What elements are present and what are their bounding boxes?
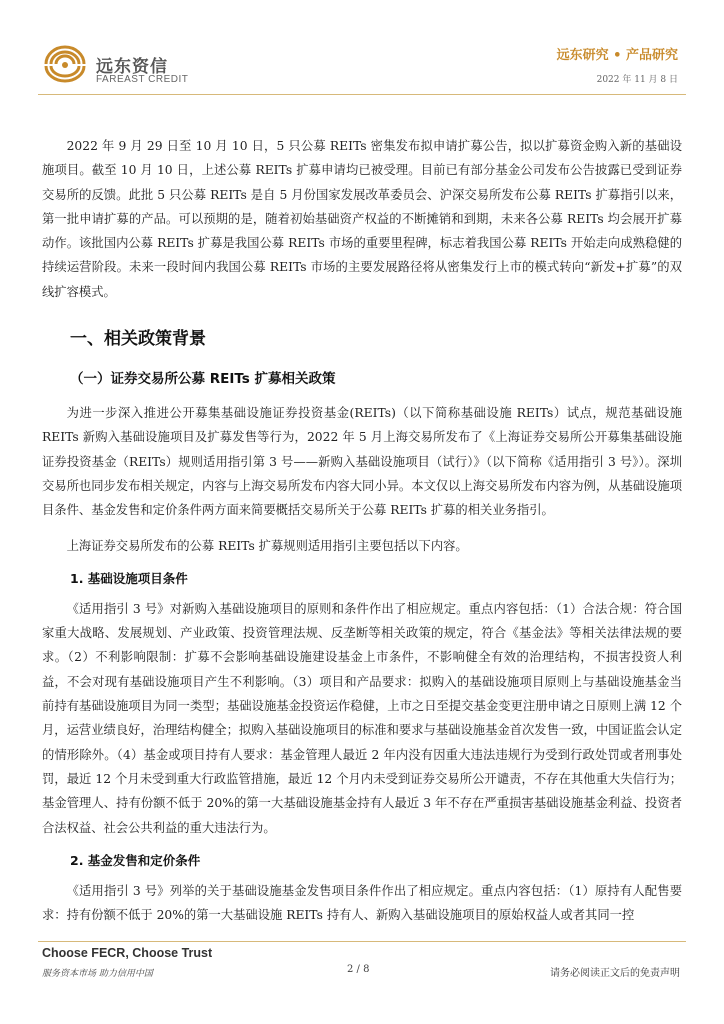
- intro-paragraph: 2022 年 9 月 29 日至 10 月 10 日，5 只公募 REITs 密集发布拟申请扩募公告，拟以扩募资金购入新的基础设施项目。截至 10 月 10 日，上述公募 REITs 扩募申请均已被受理。目前已有部分基金公司发布公告披露已受到证券交易所的反馈。此批 5 只公募 REITs 是自 5 月份国家发展改革委员会、沪深交易所发布公募 REITs 扩募指引以来，第一批申请扩募的产品。可以预期的是，随着初始基础资产权益的不断摊销和到期，未来各公募 REITs 均会展开扩募动作。该批国内公募 REITs 扩募是我国公募 REITs 市场的重要里程碑，标志着我国公募 REITs 开始走向成熟稳健的持续运营阶段。未来一段时间内我国公募 REITs 市场的主要发展路径将从密集发行上市的模式转向“新发+扩募”的双线扩容模式。: [42, 139, 682, 299]
- header-divider: [38, 94, 686, 95]
- section-heading: 一、相关政策背景: [70, 329, 206, 350]
- brand-name-en: FAREAST CREDIT: [96, 74, 189, 85]
- subsection-heading: （一）证券交易所公募 REITs 扩募相关政策: [70, 371, 336, 388]
- policy-paragraph: 为进一步深入推进公开募集基础设施证券投资基金(REITs)（以下简称基础设施 REITs）试点，规范基础设施 REITs 新购入基础设施项目及扩募发售等行为，2022 年 5 月上海交易所发布了《上海证券交易所公开募集基础设施证券投资基金（REITs）规则适用指引第 3 号——新购入基础设施项目（试行）》（以下简称《适用指引 3 号》）。深圳交易所也同步发布相关规定，内容与上海交易所发布内容大同小异。本文仅以上海交易所发布内容为例，从基础设施项目条件、基金发售和定价条件两方面来简要概括交易所关于公募 REITs 扩募的相关业务指引。: [42, 406, 682, 518]
- disclaimer-note: 请务必阅读正文后的免责声明: [550, 968, 680, 979]
- brand-name-cn: 远东资信: [96, 57, 168, 77]
- item-heading-offering-conditions: 2. 基金发售和定价条件: [70, 852, 201, 868]
- page-header: [0, 0, 724, 100]
- footer-slogan: Choose FECR, Choose Trust: [42, 946, 213, 960]
- rules-summary-paragraph: 上海证券交易所发布的公募 REITs 扩募规则适用指引主要包括以下内容。: [66, 538, 468, 553]
- project-conditions-paragraph: 《适用指引 3 号》对新购入基础设施项目的原则和条件作出了相应规定。重点内容包括：（1）合法合规：符合国家重大战略、发展规划、产业政策、投资管理法规、反垄断等相关政策的规定，符合《基金法》等相关法律法规的要求。（2）不利影响限制：扩募不会影响基础设施建设基金上市条件，不影响健全有效的治理结构，不损害投资人利益，不会对现有基础设施项目产生不利影响。（3）项目和产品要求：拟购入的基础设施项目原则上与基础设施基金当前持有基础设施项目为同一类型；基础设施基金投资运作稳健，上市之日至提交基金变更注册申请之日原则上满 12 个月，运营业绩良好，治理结构健全；拟购入基础设施项目的标准和要求与基础设施基金首次发售一致，中国证监会认定的情形除外。（4）基金或项目持有人要求：基金管理人最近 2 年内没有因重大违法违规行为受到行政处罚或者刑事处罚，最近 12 个月未受到重大行政监管措施，最近 12 个月内未受到证券交易所公开谴责，不存在其他重大失信行为；基金管理人、持有份额不低于 20%的第一大基础设施基金持有人最近 3 年不存在严重损害基础设施基金利益、投资者合法权益、社会公共利益的重大违法行为。: [42, 601, 682, 835]
- report-date: 2022 年 11 月 8 日: [596, 75, 678, 85]
- footer-slogan-cn: 服务资本市场 助力信用中国: [42, 969, 153, 979]
- footer-divider: [38, 941, 686, 942]
- item-heading-project-conditions: 1. 基础设施项目条件: [70, 570, 188, 586]
- page-number: 2 / 8: [347, 964, 370, 975]
- fareast-logo-icon: [42, 44, 88, 84]
- section-label: 远东研究 • 产品研究: [556, 48, 678, 63]
- report-body: [42, 134, 682, 938]
- offering-conditions-paragraph: 《适用指引 3 号》列举的关于基础设施基金发售项目条件作出了相应规定。重点内容包括：（1）原持有人配售要求：持有份额不低于 20%的第一大基础设施 REITs 持有人、新购入基础设施项目的原始权益人或者其同一控: [42, 883, 682, 923]
